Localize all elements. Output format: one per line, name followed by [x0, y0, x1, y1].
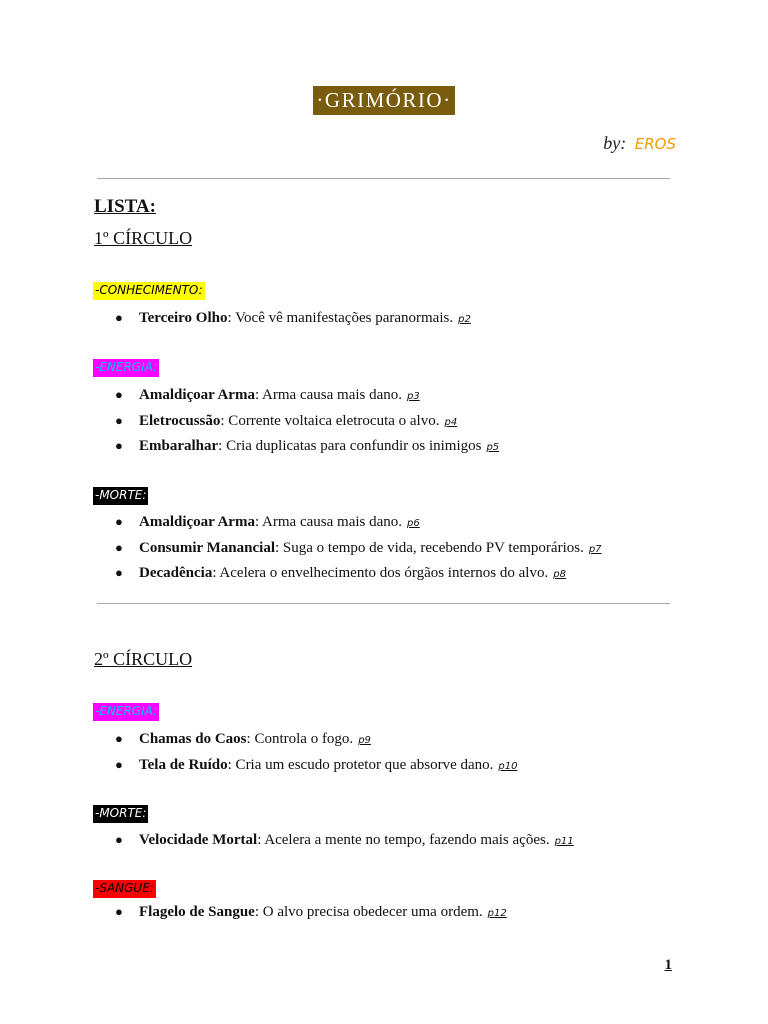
- tag-morte: -MORTE:: [93, 487, 148, 505]
- spell-name: Embaralhar: [139, 438, 219, 455]
- title-wrap: [0, 86, 768, 115]
- spell-name: Terceiro Olho: [139, 310, 228, 326]
- page-ref-link[interactable]: p2: [458, 314, 471, 325]
- circle-1-heading: 1º CÍRCULO: [94, 228, 193, 248]
- bullet-icon: ●: [115, 832, 123, 847]
- spell-desc: : Corrente voltaica eletrocuta o alvo.: [220, 412, 440, 429]
- circle-2-heading: 2º CÍRCULO: [94, 649, 193, 669]
- bullet-icon: ●: [115, 514, 123, 529]
- page-ref-link[interactable]: p7: [588, 543, 602, 555]
- spell-desc: : Controla o fogo.: [246, 731, 354, 747]
- page-ref-link[interactable]: p11: [554, 836, 574, 847]
- spell-name: Flagelo de Sangue: [139, 904, 255, 920]
- spell-name: Decadência: [139, 565, 213, 582]
- divider: [97, 603, 670, 604]
- page-ref-link[interactable]: p9: [358, 735, 371, 746]
- spell-desc: : Cria um escudo protetor que absorve dano.: [227, 756, 494, 773]
- page-ref-link[interactable]: p12: [487, 908, 507, 919]
- bullet-icon: ●: [115, 731, 123, 746]
- divider: [97, 178, 670, 179]
- spell-name: Tela de Ruído: [139, 756, 228, 773]
- tag-conhecimento: -CONHECIMENTO:: [93, 282, 205, 300]
- tag-energia: -ENERGIA:: [93, 359, 159, 377]
- bullet-icon: ●: [115, 387, 123, 402]
- spell-desc: : Acelera o envelhecimento dos órgãos internos do alvo.: [212, 565, 549, 582]
- spell-name: Eletrocussão: [139, 412, 221, 429]
- spell-desc: : Você vê manifestações paranormais.: [227, 310, 454, 326]
- spell-desc: : Suga o tempo de vida, recebendo PV temporários.: [275, 539, 584, 556]
- page-ref-link[interactable]: p8: [553, 569, 566, 581]
- tag-sangue: -SANGUE:: [93, 880, 156, 898]
- bullet-icon: ●: [115, 904, 123, 919]
- list-heading: LISTA:: [94, 196, 156, 217]
- by-label: by:: [603, 133, 627, 153]
- spell-desc: : Arma causa mais dano.: [254, 387, 403, 403]
- spell-name: Amaldiçoar Arma: [139, 387, 255, 403]
- spell-desc: : Acelera a mente no tempo, fazendo mais ações.: [257, 832, 550, 848]
- spell-name: Amaldiçoar Arma: [139, 514, 255, 530]
- byline: [603, 133, 676, 154]
- bullet-icon: ●: [115, 438, 123, 454]
- page-ref-link[interactable]: p6: [407, 518, 420, 529]
- spell-name: Velocidade Mortal: [139, 832, 258, 848]
- spell-name: Consumir Manancial: [139, 539, 275, 556]
- spell-desc: : Cria duplicatas para confundir os inimigos: [218, 438, 482, 455]
- bullet-icon: ●: [115, 539, 123, 555]
- author-name: EROS: [634, 135, 676, 153]
- page-ref-link[interactable]: p4: [444, 416, 458, 428]
- page-number: 1: [664, 957, 672, 973]
- page-ref-link[interactable]: p5: [486, 442, 500, 454]
- spell-name: Chamas do Caos: [139, 731, 247, 747]
- spell-desc: : O alvo precisa obedecer uma ordem.: [254, 904, 483, 920]
- bullet-icon: ●: [115, 310, 123, 325]
- bullet-icon: ●: [115, 412, 123, 428]
- bullet-icon: ●: [115, 565, 123, 581]
- page-ref-link[interactable]: p3: [407, 391, 420, 402]
- tag-morte: -MORTE:: [93, 805, 148, 823]
- document-title: ·GRIMÓRIO·: [313, 86, 454, 115]
- tag-energia: -ENERGIA:: [93, 703, 159, 721]
- page-ref-link[interactable]: p10: [498, 760, 518, 772]
- bullet-icon: ●: [115, 756, 123, 772]
- spell-desc: : Arma causa mais dano.: [254, 514, 403, 530]
